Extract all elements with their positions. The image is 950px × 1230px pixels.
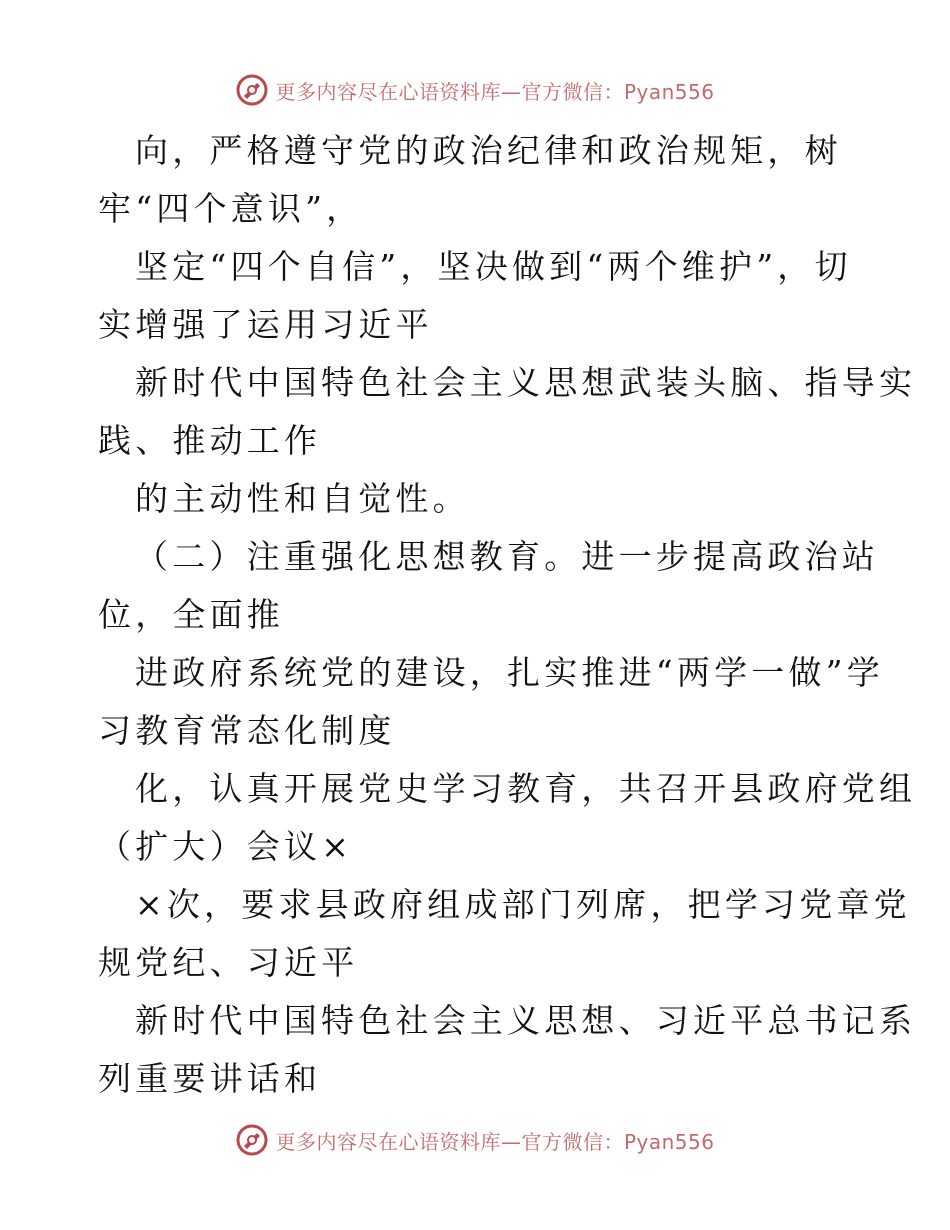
text-line: 列重要讲话和 xyxy=(98,1059,322,1098)
text-line: 的主动性和自觉性。 xyxy=(135,479,470,518)
header-banner xyxy=(0,70,950,110)
text-line: 规党纪、习近平 xyxy=(98,943,359,982)
text-line: 坚定“四个自信”，坚决做到“两个维护”，切 xyxy=(135,247,852,286)
text-line: （扩大）会议× xyxy=(98,827,354,866)
footer-banner-text: 更多内容尽在心语资料库—官方微信：Pyan556 xyxy=(275,1129,715,1154)
text-line: 进政府系统党的建设，扎实推进“两学一做”学 xyxy=(135,653,884,692)
text-line: 习教育常态化制度 xyxy=(98,711,396,750)
text-line: 新时代中国特色社会主义思想、习近平总书记系 xyxy=(135,1001,917,1040)
text-line: 位，全面推 xyxy=(98,595,284,634)
stamp-logo-icon xyxy=(235,1123,269,1157)
text-line: （二）注重强化思想教育。进一步提高政治站 xyxy=(135,537,879,576)
text-line: 化，认真开展党史学习教育，共召开县政府党组 xyxy=(135,769,917,808)
text-line: ×次，要求县政府组成部门列席，把学习党章党 xyxy=(135,885,911,924)
text-line: 践、推动工作 xyxy=(98,421,322,460)
text-line: 向，严格遵守党的政治纪律和政治规矩，树 xyxy=(135,131,842,170)
text-line: 实增强了运用习近平 xyxy=(98,305,433,344)
footer-banner xyxy=(0,1120,950,1160)
text-line: 新时代中国特色社会主义思想武装头脑、指导实 xyxy=(135,363,917,402)
header-banner-text: 更多内容尽在心语资料库—官方微信：Pyan556 xyxy=(275,79,715,104)
document-body xyxy=(98,122,917,1108)
text-line: 牢“四个意识”， xyxy=(98,189,364,228)
stamp-logo-icon xyxy=(235,73,269,107)
